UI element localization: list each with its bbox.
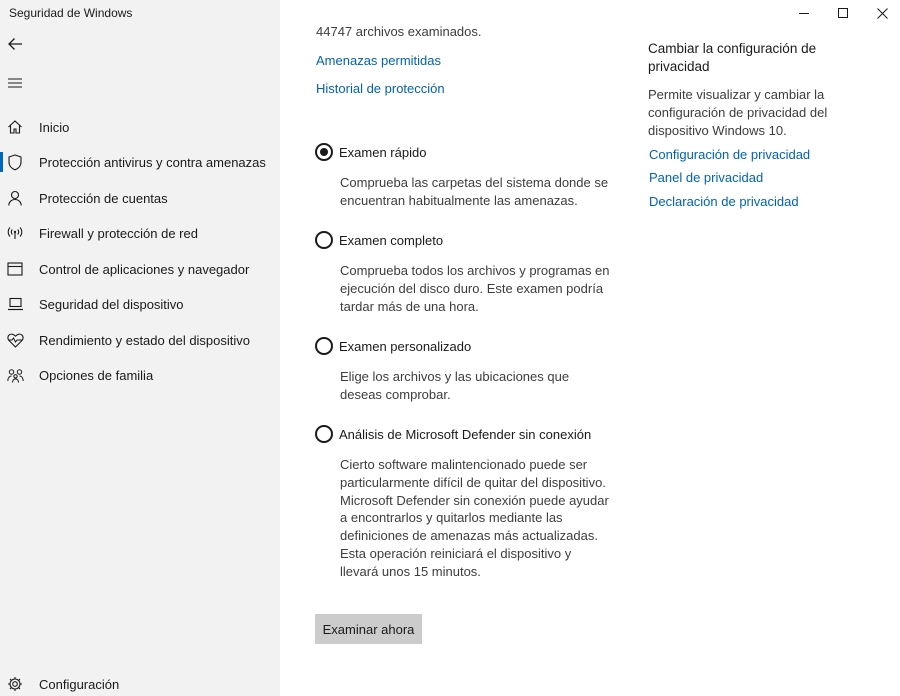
full-scan-option[interactable] (315, 231, 443, 249)
sidebar-item-label: Rendimiento y estado del dispositivo (39, 332, 251, 348)
sidebar-item-app-browser-control[interactable] (0, 252, 280, 286)
privacy-settings-link[interactable]: Configuración de privacidad (649, 147, 811, 162)
person-icon (6, 189, 24, 207)
offline-scan-label: Análisis de Microsoft Defender sin conexión (339, 426, 592, 442)
home-icon (6, 118, 24, 136)
privacy-description: Permite visualizar y cambiar la configuración de privacidad del dispositivo Windows 10. (648, 87, 828, 138)
sidebar-item-device-security[interactable] (0, 287, 280, 321)
shield-icon (6, 153, 24, 171)
custom-scan-option[interactable] (315, 337, 471, 355)
privacy-dashboard-link[interactable]: Panel de privacidad (649, 170, 764, 185)
back-arrow-icon (7, 37, 23, 51)
hamburger-menu-button[interactable] (4, 72, 26, 94)
scanned-files-count: 44747 archivos examinados. (316, 24, 482, 39)
full-scan-description: Comprueba todos los archivos y programas en ejecución del disco duro. Este examen podría tardar más de una hora. (340, 263, 610, 314)
sidebar-item-settings[interactable] (0, 667, 280, 696)
sidebar-item-label: Firewall y protección de red (39, 225, 198, 241)
sidebar-item-label: Seguridad del dispositivo (39, 296, 184, 312)
sidebar-item-label: Inicio (39, 119, 70, 135)
sidebar-item-label: Opciones de familia (39, 367, 154, 383)
privacy-title: Cambiar la configuración de privacidad (648, 41, 817, 74)
family-icon (6, 366, 24, 384)
selection-indicator (0, 152, 3, 172)
sidebar-item-firewall[interactable] (0, 216, 280, 250)
window-title: Seguridad de Windows (9, 6, 133, 20)
sidebar-item-label: Configuración (39, 676, 120, 692)
custom-scan-label: Examen personalizado (339, 338, 472, 354)
privacy-statement-link[interactable]: Declaración de privacidad (649, 194, 799, 209)
back-button[interactable] (4, 32, 26, 56)
sidebar-item-home[interactable] (0, 110, 280, 144)
sidebar-item-label: Control de aplicaciones y navegador (39, 261, 250, 277)
quick-scan-description: Comprueba las carpetas del sistema donde se encuentran habitualmente las amenazas. (340, 175, 609, 208)
full-scan-label: Examen completo (339, 232, 444, 248)
custom-scan-description: Elige los archivos y las ubicaciones que deseas comprobar. (340, 369, 570, 402)
sidebar (0, 0, 280, 696)
protection-history-link[interactable]: Historial de protección (316, 81, 445, 96)
offline-scan-option[interactable] (315, 425, 591, 443)
offline-scan-description: Cierto software malintencionado puede ser particularmente difícil de quitar del dispositivo. Microsoft Defender sin conexión puede ayudar a encontrarlos y quitarlos mediante las definiciones de amenazas más actualizadas. Esta operación reiniciará el dispositivo y llevará unos 15 minutos. (340, 457, 609, 579)
sidebar-item-account-protection[interactable] (0, 181, 280, 215)
gear-icon (6, 675, 24, 693)
wifi-antenna-icon (6, 224, 24, 242)
scan-now-button[interactable]: Examinar ahora (315, 614, 422, 644)
heart-pulse-icon (6, 331, 24, 349)
hamburger-icon (8, 78, 22, 88)
sidebar-item-label: Protección antivirus y contra amenazas (39, 154, 266, 170)
sidebar-item-family-options[interactable] (0, 358, 280, 392)
quick-scan-option[interactable] (315, 143, 426, 161)
quick-scan-radio[interactable] (315, 143, 333, 161)
custom-scan-radio[interactable] (315, 337, 333, 355)
sidebar-item-label: Protección de cuentas (39, 190, 168, 206)
quick-scan-label: Examen rápido (339, 144, 427, 160)
offline-scan-radio[interactable] (315, 425, 333, 443)
full-scan-radio[interactable] (315, 231, 333, 249)
sidebar-item-virus-protection[interactable] (0, 145, 280, 179)
sidebar-item-device-performance[interactable] (0, 323, 280, 357)
laptop-icon (6, 295, 24, 313)
browser-window-icon (6, 260, 24, 278)
allowed-threats-link[interactable]: Amenazas permitidas (316, 53, 441, 68)
